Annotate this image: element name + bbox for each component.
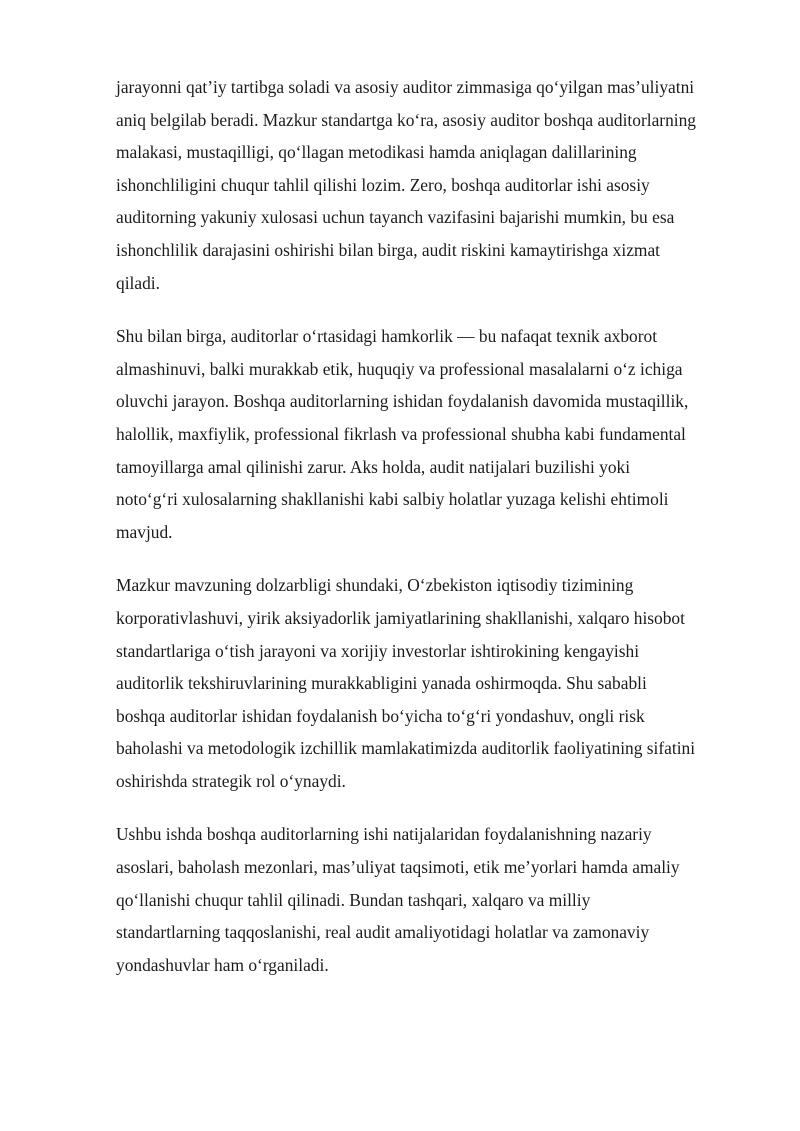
text-line: Ushbu ishda boshqa auditorlarning ishi natijalaridan foydalanishning nazariy: [116, 824, 652, 845]
text-line: yondashuvlar ham o‘rganiladi.: [116, 954, 329, 975]
text-line: standartlariga o‘tish jarayoni va xorijiy investorlar ishtirokining kengayishi: [116, 640, 640, 661]
paragraph-1: [116, 71, 746, 299]
paragraph-3: [116, 569, 746, 797]
text-line: ishonchlilik darajasini oshirishi bilan birga, audit riskini kamaytirishga xizmat: [116, 239, 661, 260]
text-line: noto‘g‘ri xulosalarning shakllanishi kabi salbiy holatlar yuzaga kelishi ehtimoli: [116, 489, 669, 510]
text-line: korporativlashuvi, yirik aksiyadorlik jamiyatlarining shakllanishi, xalqaro hisobot: [116, 607, 685, 628]
text-line: asoslari, baholash mezonlari, mas’uliyat taqsimoti, etik me’yorlari hamda amaliy: [116, 857, 680, 878]
text-line: boshqa auditorlar ishidan foydalanish bo‘yicha to‘g‘ri yondashuv, ongli risk: [116, 705, 645, 726]
text-line: qo‘llanishi chuqur tahlil qilinadi. Bundan tashqari, xalqaro va milliy: [116, 889, 591, 910]
text-line: standartlarning taqqoslanishi, real audit amaliyotidagi holatlar va zamonaviy: [116, 922, 650, 943]
body-text: [116, 71, 746, 1002]
text-line: tamoyillarga amal qilinishi zarur. Aks holda, audit natijalari buzilishi yoki: [116, 456, 631, 477]
text-line: malakasi, mustaqilligi, qo‘llagan metodikasi hamda aniqlagan dalillarining: [116, 142, 637, 163]
text-line: aniq belgilab beradi. Mazkur standartga ko‘ra, asosiy auditor boshqa auditorlarning: [116, 109, 696, 130]
text-line: auditorlik tekshiruvlarining murakkabligini yanada oshirmoqda. Shu sababli: [116, 673, 647, 694]
text-line: oluvchi jarayon. Boshqa auditorlarning ishidan foydalanish davomida mustaqillik,: [116, 391, 689, 412]
paragraph-4: [116, 818, 746, 981]
text-line: qiladi.: [116, 272, 160, 293]
text-line: oshirishda strategik rol o‘ynaydi.: [116, 770, 346, 791]
text-line: ishonchliligini chuqur tahlil qilishi lozim. Zero, boshqa auditorlar ishi asosiy: [116, 174, 650, 195]
text-line: mavjud.: [116, 521, 173, 542]
text-line: Shu bilan birga, auditorlar o‘rtasidagi hamkorlik — bu nafaqat texnik axborot: [116, 326, 658, 347]
text-line: auditorning yakuniy xulosasi uchun tayanch vazifasini bajarishi mumkin, bu esa: [116, 207, 675, 228]
text-line: almashinuvi, balki murakkab etik, huquqiy va professional masalalarni o‘z ichiga: [116, 358, 683, 379]
text-line: Mazkur mavzuning dolzarbligi shundaki, O‘zbekiston iqtisodiy tizimining: [116, 575, 634, 596]
text-line: jarayonni qat’iy tartibga soladi va asosiy auditor zimmasiga qo‘yilgan mas’uliyatni: [116, 77, 695, 97]
paragraph-2: [116, 320, 746, 548]
text-line: baholashi va metodologik izchillik mamlakatimizda auditorlik faoliyatining sifatini: [116, 738, 696, 759]
text-line: halollik, maxfiylik, professional fikrlash va professional shubha kabi fundamental: [116, 423, 686, 444]
